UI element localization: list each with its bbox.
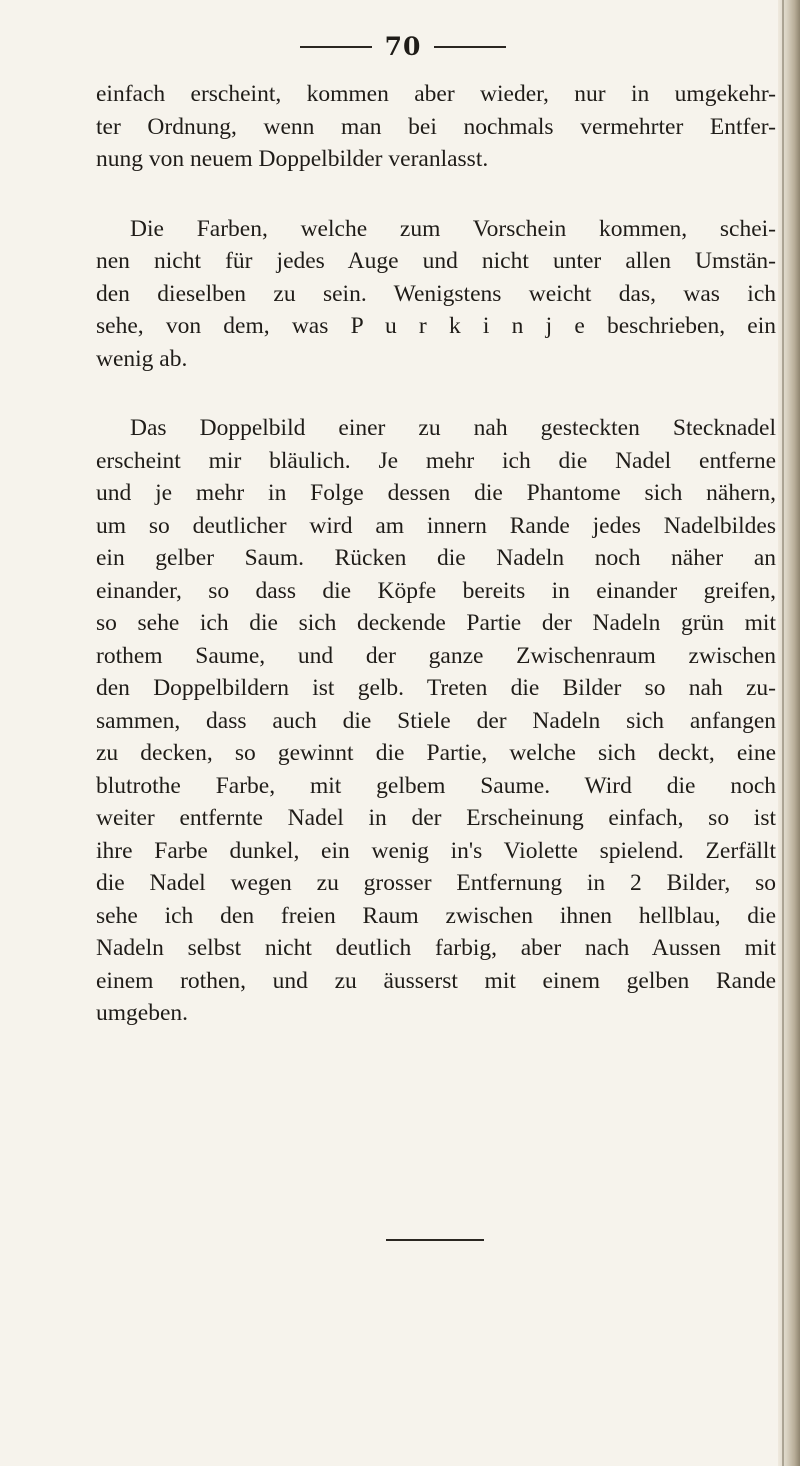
paragraph-1	[96, 78, 776, 176]
header-rule-right	[434, 46, 506, 48]
text-line: wenig ab.	[96, 345, 188, 372]
text-line: ter Ordnung, wenn man bei nochmals vermehrter Entfer-	[96, 113, 776, 140]
text-line: nen nicht für jedes Auge und nicht unter allen Umstän-	[96, 248, 776, 274]
page-number: 70	[384, 32, 422, 61]
page-edge-line	[782, 0, 784, 1466]
paragraph-2	[96, 213, 776, 376]
body-text	[96, 78, 776, 1030]
text-line: zu decken, so gewinnt die Partie, welche sich deckt, eine	[96, 740, 776, 766]
text-line: Die Farben, welche zum Vorschein kommen, schei-	[130, 215, 776, 242]
header-rule-left	[300, 46, 372, 48]
text-line: so sehe ich die sich deckende Partie der Nadeln grün mit	[96, 610, 776, 636]
text-line: sammen, dass auch die Stiele der Nadeln sich anfangen	[96, 707, 776, 734]
text-line: den Doppelbildern ist gelb. Treten die Bilder so nah zu-	[96, 675, 776, 701]
text-line: weiter entfernte Nadel in der Erscheinung einfach, so ist	[96, 805, 776, 831]
text-line: blutrothe Farbe, mit gelbem Saume. Wird die noch	[96, 772, 776, 799]
text-line: Nadeln selbst nicht deutlich farbig, aber nach Aussen mit	[96, 935, 776, 961]
footer-rule	[386, 1239, 484, 1241]
text-line: um so deutlicher wird am innern Rande jedes Nadelbildes	[96, 512, 776, 539]
text-line: die Nadel wegen zu grosser Entfernung in 2 Bilder, so	[96, 870, 776, 896]
text-line: einander, so dass die Köpfe bereits in einander greifen,	[96, 577, 776, 604]
page-header	[0, 32, 800, 72]
text-line: einfach erscheint, kommen aber wieder, nur in umgekehr-	[96, 81, 776, 107]
text-line: erscheint mir bläulich. Je mehr ich die Nadel entferne	[96, 447, 776, 474]
text-line: einem rothen, und zu äusserst mit einem gelben Rande	[96, 967, 776, 994]
text-line: Das Doppelbild einer zu nah gesteckten Stecknadel	[130, 415, 776, 441]
text-line: ihre Farbe dunkel, ein wenig in's Violette spielend. Zerfällt	[96, 837, 776, 864]
paragraph-3	[96, 412, 776, 1030]
text-line: und je mehr in Folge dessen die Phantome sich nähern,	[96, 480, 776, 506]
text-line: sehe ich den freien Raum zwischen ihnen hellblau, die	[96, 902, 776, 929]
text-line: umgeben.	[96, 1000, 189, 1026]
text-line: den dieselben zu sein. Wenigstens weicht das, was ich	[96, 280, 776, 307]
text-line: ein gelber Saum. Rücken die Nadeln noch näher an	[96, 545, 776, 571]
text-line: nung von neuem Doppelbilder veranlasst.	[96, 146, 489, 172]
text-line: sehe, von dem, was P u r k i n j e beschrieben, ein	[96, 313, 776, 339]
text-line: rothem Saume, und der ganze Zwischenraum zwischen	[96, 642, 776, 669]
